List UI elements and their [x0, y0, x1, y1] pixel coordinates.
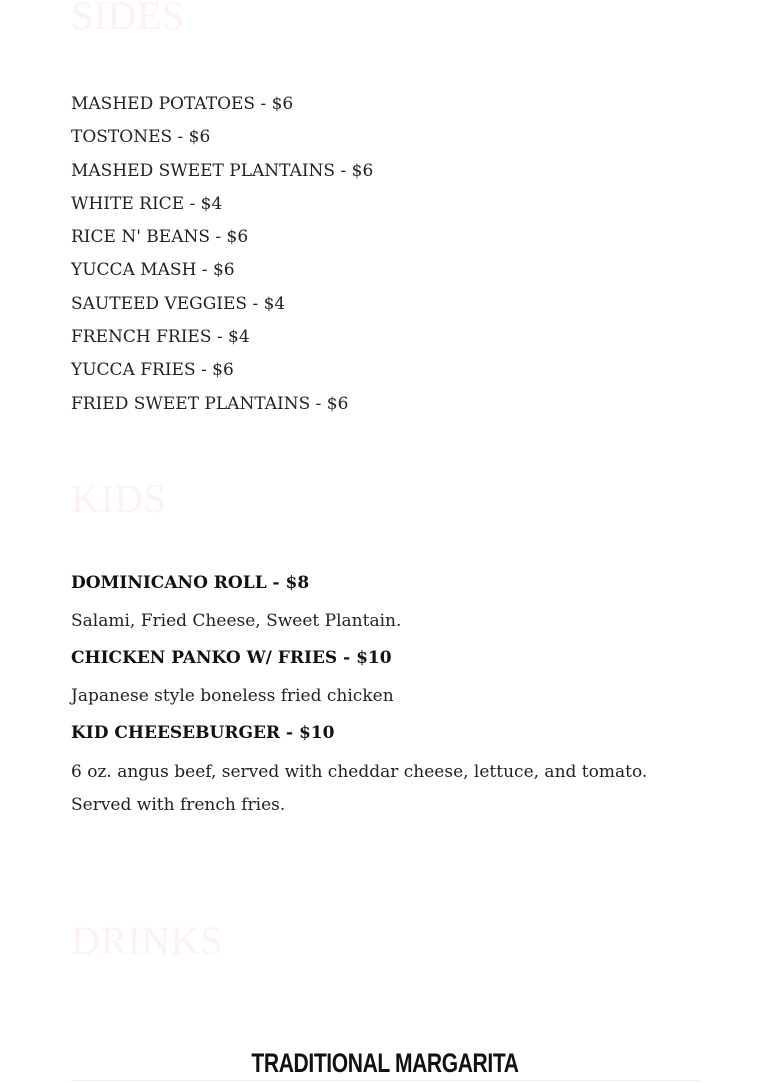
side-item: MASHED SWEET PLANTAINS - $6 — [71, 160, 374, 181]
kid-item-description: 6 oz. angus beef, served with cheddar cheese, lettuce, and tomato. Served with french fries. — [71, 762, 648, 815]
side-item: YUCCA FRIES - $6 — [71, 360, 234, 381]
side-item: TOSTONES - $6 — [71, 127, 211, 148]
kid-item-name: DOMINICANO ROLL - $8 — [71, 573, 310, 593]
drink-item-title: TRADITIONAL MARGARITA — [251, 1048, 519, 1078]
kids-menu — [71, 570, 711, 822]
side-item: MASHED POTATOES - $6 — [71, 94, 294, 114]
kid-item-description: Salami, Fried Cheese, Sweet Plantain. — [71, 611, 402, 631]
sides-heading: SIDES — [71, 0, 185, 38]
side-item: FRIED SWEET PLANTAINS - $6 — [71, 393, 349, 414]
side-item: FRENCH FRIES - $4 — [71, 327, 250, 348]
side-item: YUCCA MASH - $6 — [71, 260, 235, 281]
kids-heading: KIDS — [71, 476, 167, 521]
divider — [71, 1080, 699, 1081]
drinks-heading: DRINKS — [71, 918, 223, 963]
kid-menu-item — [71, 645, 711, 713]
kid-item-name: KID CHEESEBURGER - $10 — [71, 723, 335, 743]
side-item: WHITE RICE - $4 — [71, 193, 223, 214]
kid-item-description: Japanese style boneless fried chicken — [71, 686, 394, 706]
kid-item-name: CHICKEN PANKO W/ FRIES - $10 — [71, 648, 392, 668]
kid-menu-item — [71, 720, 711, 822]
side-item: SAUTEED VEGGIES - $4 — [71, 293, 286, 314]
sides-list — [71, 88, 373, 421]
kid-menu-item — [71, 570, 711, 638]
side-item: RICE N' BEANS - $6 — [71, 227, 249, 248]
